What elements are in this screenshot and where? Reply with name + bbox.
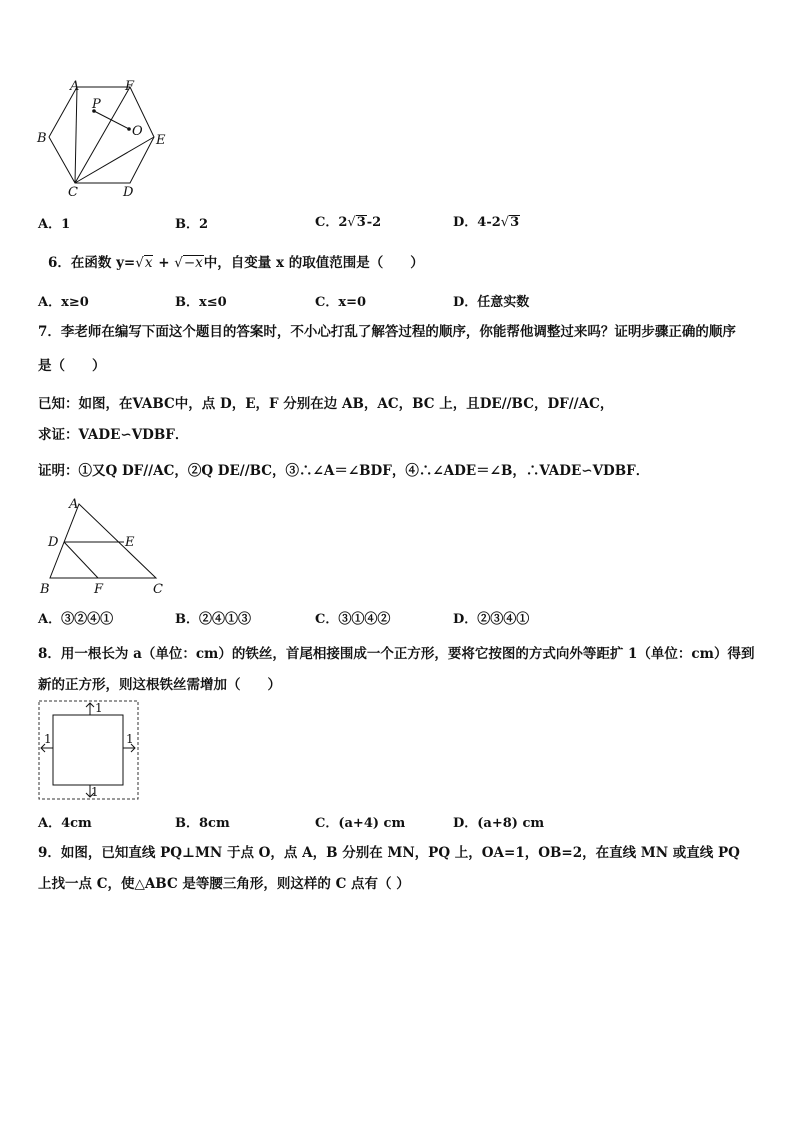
q5-option-c-radicand: 3 (356, 215, 366, 230)
q5-option-a[interactable]: A．1 (38, 217, 71, 232)
q6-plus: + (158, 255, 170, 271)
q8-stem-line2: 新的正方形，则这根铁丝需增加（ ） (38, 677, 281, 693)
q6-option-d[interactable]: D．任意实数 (453, 295, 530, 310)
q7-option-d[interactable]: D．②③④① (453, 612, 530, 627)
q5-option-b[interactable]: B．2 (175, 217, 209, 232)
q6-stem-suffix: 中，自变量 x 的取值范围是（ ） (203, 255, 424, 271)
q8-option-d[interactable]: D．(a+8) cm (453, 816, 545, 831)
q5-option-c-suffix: -2 (366, 215, 382, 230)
label-B: B (40, 582, 50, 597)
q6-option-b[interactable]: B．x≤0 (175, 295, 227, 310)
label-D: D (123, 185, 134, 200)
q7-option-a[interactable]: A．③②④① (38, 612, 114, 627)
q7-option-b[interactable]: B．②④①③ (175, 612, 251, 627)
q6-radicand-2: −x (183, 255, 203, 271)
q6-option-a[interactable]: A．x≥0 (38, 295, 89, 310)
q6-stem: 6．在函数 y=√x + √−x中，自变量 x 的取值范围是（ ） (48, 255, 424, 271)
label-right-1: 1 (126, 732, 134, 746)
hexagon-figure (30, 75, 180, 200)
q8-option-a[interactable]: A．4cm (38, 816, 92, 831)
label-B: B (37, 131, 47, 146)
label-F: F (94, 582, 104, 597)
q9-stem-line2: 上找一点 C，使△ABC 是等腰三角形，则这样的 C 点有（ ） (38, 876, 410, 892)
q7-stem-line1: 7．李老师在编写下面这个题目的答案时，不小心打乱了解答过程的顺序，你能帮他调整过来吗？证明步骤正确的顺序 (38, 324, 736, 340)
label-C: C (153, 582, 163, 597)
q8-option-b[interactable]: B．8cm (175, 816, 230, 831)
q5-option-c[interactable]: C．2√3-2 (315, 215, 382, 230)
label-top-1: 1 (95, 701, 103, 715)
q7-given: 已知：如图，在VABC中，点 D，E，F 分别在边 AB，AC，BC 上，且DE//BC，DF//AC， (38, 396, 614, 412)
q8-option-c[interactable]: C．(a+4) cm (315, 816, 406, 831)
q7-proof: 证明：①又Q DF//AC，②Q DE//BC，③∴∠A＝∠BDF，④∴∠ADE＝∠B，∴VADE∽VDBF． (38, 463, 650, 479)
label-O: O (132, 124, 143, 139)
q5-option-d[interactable]: D．4-2√3 (453, 215, 520, 230)
q6-radicand-1: x (144, 255, 153, 271)
label-A: A (70, 79, 80, 94)
q7-option-c[interactable]: C．③①④② (315, 612, 391, 627)
q6-option-c[interactable]: C．x=0 (315, 295, 367, 310)
label-D: D (48, 535, 59, 550)
label-F: F (125, 79, 135, 94)
label-E: E (156, 133, 166, 148)
q5-option-d-radicand: 3 (510, 215, 520, 230)
square-expansion-figure (38, 700, 140, 802)
inner-square (53, 715, 123, 785)
label-P: P (92, 97, 101, 112)
label-bottom-1: 1 (91, 785, 99, 799)
q5-option-c-prefix: C．2 (315, 215, 348, 230)
label-left-1: 1 (44, 732, 52, 746)
q9-stem-line1: 9．如图，已知直线 PQ⊥MN 于点 O，点 A，B 分别在 MN，PQ 上，OA=1，OB=2，在直线 MN 或直线 PQ (38, 845, 740, 861)
q5-option-d-prefix: D．4-2 (453, 215, 501, 230)
q8-stem-line1: 8．用一根长为 a（单位：cm）的铁丝，首尾相接围成一个正方形，要将它按图的方式向外等距扩 1（单位：cm）得到 (38, 646, 755, 662)
label-E: E (125, 535, 135, 550)
label-A: A (69, 497, 79, 512)
label-C: C (68, 185, 78, 200)
q7-prove: 求证：VADE∽VDBF． (38, 427, 189, 443)
q7-stem-line2: 是（ ） (38, 358, 106, 374)
triangle-figure (34, 494, 174, 598)
q6-stem-prefix: 6．在函数 y= (48, 255, 136, 271)
